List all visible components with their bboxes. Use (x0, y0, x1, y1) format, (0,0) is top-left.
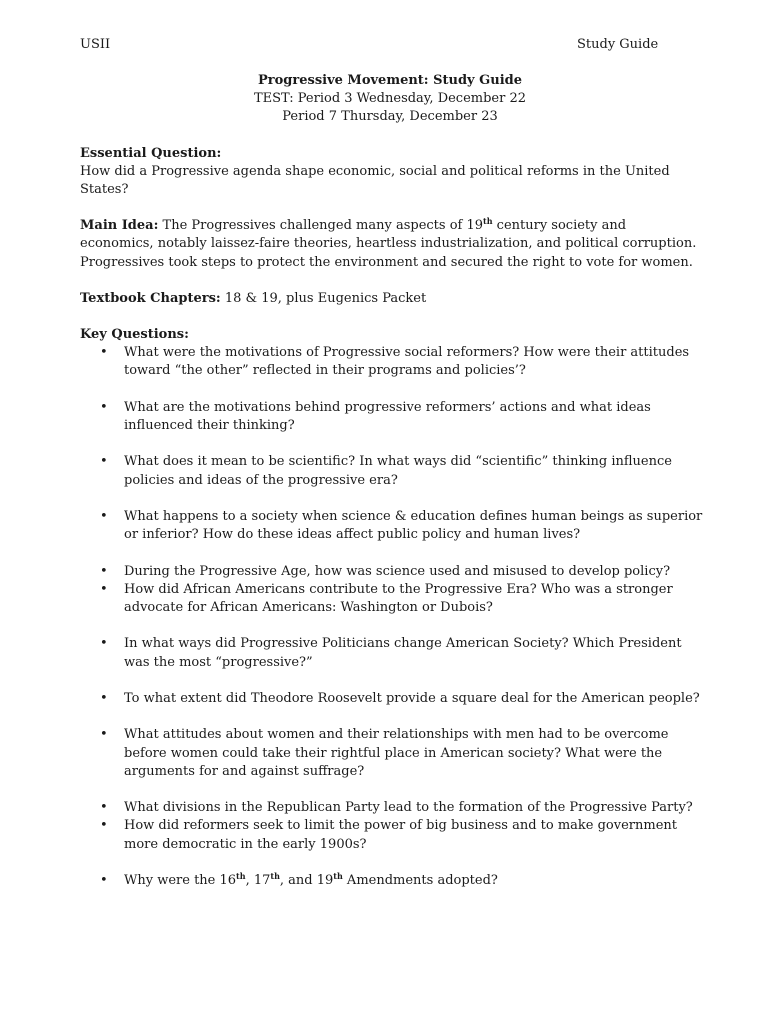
title-block (80, 72, 700, 127)
amendments-text-4: Amendments adopted? (342, 872, 498, 888)
page-title: Progressive Movement: Study Guide (258, 73, 522, 88)
document-type: Study Guide (577, 37, 659, 52)
main-idea-label: Main Idea: (80, 218, 159, 234)
bullet-icon: • (100, 872, 108, 888)
list-item (80, 581, 704, 617)
amendments-text-1: Why were the 16 (124, 872, 237, 888)
list-item-text: In what ways did Progressive Politicians change American Society? Which President was the most “progressive?” (124, 636, 682, 670)
main-idea-section (80, 217, 700, 272)
bullet-icon: • (100, 345, 108, 361)
amendments-text-3: , and 19 (279, 872, 334, 888)
list-item-text: What attitudes about women and their relationships with men had to be overcome before women could take their rightful place in American society? What were the arguments for and against suffrage? (124, 727, 669, 779)
ordinal-suffix: th (333, 870, 343, 881)
ordinal-suffix: th (236, 870, 246, 881)
list-item (80, 399, 704, 435)
main-idea-text-1: The Progressives challenged many aspects of 19 (158, 218, 484, 234)
list-item-text: What are the motivations behind progressive reformers’ actions and what ideas influenced their thinking? (124, 399, 651, 433)
textbook-section (80, 290, 700, 308)
bullet-icon: • (100, 399, 108, 415)
bullet-icon: • (100, 581, 108, 597)
list-item (80, 344, 704, 380)
list-item-text: What divisions in the Republican Party lead to the formation of the Progressive Party? (124, 800, 693, 816)
list-item-text: During the Progressive Age, how was science used and misused to develop policy? (124, 563, 671, 579)
bullet-icon: • (100, 727, 108, 743)
bullet-icon: • (100, 563, 108, 579)
amendments-text-2: , 17 (245, 872, 271, 888)
key-questions-list (80, 344, 703, 890)
list-item (80, 563, 704, 581)
list-item-text: What happens to a society when science & education defines human beings as superior or inferior? How do these ideas affect public policy and human lives? (124, 508, 703, 543)
list-item (80, 817, 704, 853)
bullet-icon: • (100, 800, 108, 816)
bullet-icon: • (100, 636, 108, 652)
bullet-icon: • (100, 454, 108, 470)
bullet-icon: • (100, 690, 108, 706)
essential-question-section (80, 145, 700, 200)
essential-question-text: How did a Progressive agenda shape economic, social and political reforms in the United States? (80, 163, 670, 197)
bullet-icon: • (100, 818, 108, 834)
textbook-text: 18 & 19, plus Eugenics Packet (220, 290, 427, 306)
main-idea-text-2: century society and economics, notably laissez-faire theories, heartless industrialization, and political corruption. Progressives took steps to protect the environment and secured the right to vote for women. (80, 218, 697, 270)
list-item (80, 799, 704, 817)
list-item-text: How did reformers seek to limit the power of big business and to make government more democratic in the early 1900s? (124, 818, 678, 852)
main-idea-ordinal: th (483, 216, 493, 227)
study-guide-page (80, 36, 703, 890)
list-item-text: How did African Americans contribute to the Progressive Era? Who was a stronger advocate for African Americans: Washington or Dubois? (124, 581, 673, 615)
key-questions-label: Key Questions: (80, 326, 189, 342)
textbook-label: Textbook Chapters: (80, 290, 221, 306)
ordinal-suffix: th (270, 870, 280, 881)
list-item-text: To what extent did Theodore Roosevelt provide a square deal for the American people? (124, 690, 700, 706)
list-item (80, 453, 704, 489)
list-item (80, 726, 704, 781)
page-header (80, 36, 700, 54)
test-date-line-2: Period 7 Thursday, December 23 (282, 109, 498, 125)
bullet-icon: • (100, 508, 108, 524)
list-item (80, 635, 704, 671)
list-item (80, 508, 704, 544)
list-item (80, 690, 704, 708)
list-item (80, 872, 704, 890)
essential-question-label: Essential Question: (80, 145, 222, 161)
test-date-line-1: TEST: Period 3 Wednesday, December 22 (253, 91, 527, 107)
key-questions-section (80, 326, 703, 890)
list-item-text: What does it mean to be scientific? In what ways did “scientific” thinking influence policies and ideas of the progressive era? (124, 454, 672, 488)
list-item-text (124, 870, 498, 888)
course-code: USII (80, 37, 111, 52)
list-item-text: What were the motivations of Progressive social reformers? How were their attitudes toward “the other” reflected in their programs and policies’? (124, 345, 690, 379)
